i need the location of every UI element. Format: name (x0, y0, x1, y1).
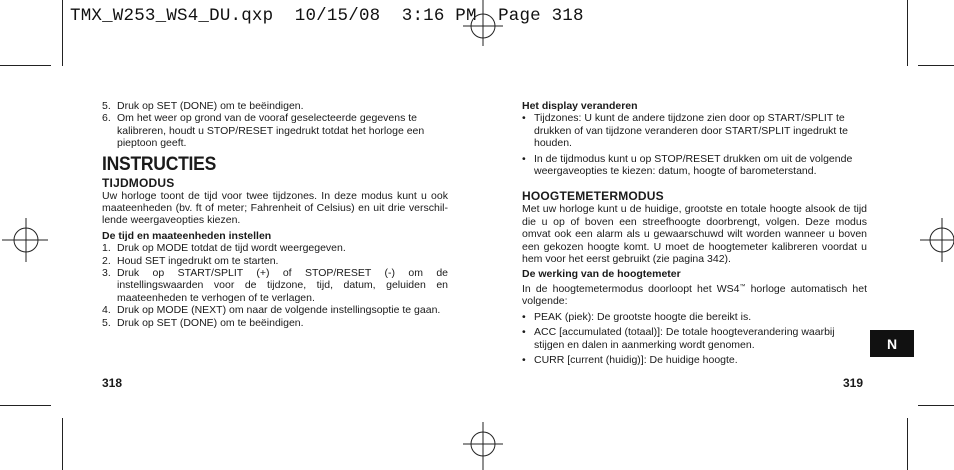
step-number: 6. (102, 112, 111, 125)
step-number: 2. (102, 254, 111, 267)
crop-mark-top-left-vertical (62, 0, 63, 66)
list-item (102, 317, 448, 329)
registration-mark-right-icon (916, 215, 954, 265)
intro-paragraph: Uw horloge toont de tijd voor twee tijdzones. In deze modus kunt u ook maateenheden (bv. ft of meter; Fahrenheit of Celsius) en uit drie verschil-lende weergaveopties kiezen. (102, 189, 448, 227)
step-text: Druk op START/SPLIT (+) of STOP/RESET (-) om de instellingswaarden voor de tijdzone, tijd, datum, geluiden en maateenheden te verhogen of te verlagen. (117, 267, 448, 304)
list-item (102, 112, 448, 149)
subheading-time-units: De tijd en maateenheden instellen (102, 229, 272, 242)
crop-mark-top-right-horizontal (918, 65, 954, 66)
list-item (522, 326, 867, 351)
step-text: Om het weer op grond van de vooraf geselecteerde gegevens te kalibreren, houdt u STOP/RESET ingedrukt totdat het horloge een pieptoon geeft. (117, 112, 425, 150)
crop-mark-top-right-vertical (907, 0, 908, 66)
language-tab: N (870, 330, 914, 357)
step-number: 4. (102, 304, 111, 317)
bullet-glyph: • (522, 326, 526, 339)
crop-mark-bottom-right-horizontal (918, 405, 954, 406)
list-item (522, 354, 867, 366)
list-item (522, 112, 867, 149)
registration-mark-top-icon (457, 0, 509, 52)
section-heading-hoogtemetermodus: HOOGTEMETERMODUS (522, 189, 664, 204)
step-text: Druk op SET (DONE) om te beëindigen. (117, 316, 304, 329)
left-page-column (102, 100, 448, 329)
para-text: horloge automatisch het volgende: (522, 282, 867, 308)
page-number-left: 318 (102, 376, 123, 390)
list-item (522, 153, 867, 178)
bullet-text: CURR [current (huidig)]: De huidige hoogte. (534, 353, 738, 366)
step-text: Druk op MODE (NEXT) om naar de volgende instellingsoptie te gaan. (117, 304, 441, 317)
registration-mark-left-icon (0, 215, 50, 265)
bullet-glyph: • (522, 152, 526, 165)
intro-paragraph: Met uw horloge kunt u de huidige, grootste en totale hoogte alsook de tijd die u op of boven een streefhoogte doorbrengt, volgen. Deze modus omvat ook een alarm als u gewaarschuwd wilt worden wanneer u boven een gekozen hoogte komt. U moet de hoogtemeter kalibreren voordat u hem voor het eerst gebruikt (zie pagina 342). (522, 203, 867, 266)
step-text: Houd SET ingedrukt om te starten. (117, 254, 279, 267)
step-number: 3. (102, 267, 111, 280)
section-heading-tijdmodus: TIJDMODUS (102, 175, 175, 190)
step-number: 1. (102, 242, 111, 255)
step-number: 5. (102, 100, 111, 112)
trademark-symbol: ™ (739, 283, 746, 290)
bullet-glyph: • (522, 112, 526, 125)
list-item (102, 304, 448, 316)
bullet-glyph: • (522, 353, 526, 366)
crop-mark-bottom-left-vertical (62, 418, 63, 470)
altimeter-paragraph (522, 281, 867, 308)
crop-mark-bottom-left-horizontal (0, 405, 51, 406)
subheading-display: Het display veranderen (522, 100, 638, 112)
step-text: Druk op SET (DONE) om te beëindigen. (117, 100, 304, 112)
file-slug: TMX_W253_WS4_DU.qxp 10/15/08 3:16 PM Page 318 (70, 6, 584, 26)
crop-mark-bottom-right-vertical (907, 418, 908, 470)
bullet-text: PEAK (piek): De grootste hoogte die bereikt is. (534, 310, 752, 323)
subheading-altimeter: De werking van de hoogtemeter (522, 268, 681, 281)
step-text: Druk op MODE totdat de tijd wordt weergegeven. (117, 242, 346, 255)
crop-mark-top-left-horizontal (0, 65, 51, 66)
bullet-text: Tijdzones: U kunt de andere tijdzone zien door op START/SPLIT te drukken of van tijdzone veranderen door START/SPLIT ingedrukt te houden. (534, 112, 849, 150)
list-item (102, 267, 448, 304)
bullet-text: In de tijdmodus kunt u op STOP/RESET drukken om uit de volgende weergaveopties te kiezen: datum, hoogte of barometerstand. (534, 152, 853, 178)
step-number: 5. (102, 316, 111, 329)
registration-mark-bottom-icon (457, 418, 509, 470)
para-text: In de hoogtemetermodus doorloopt het WS4 (522, 282, 740, 295)
list-item (522, 311, 867, 323)
page-number-right: 319 (843, 376, 864, 390)
bullet-text: ACC [accumulated (totaal)]: De totale hoogteverandering waarbij stijgen en dalen in aanmerking wordt genomen. (534, 326, 835, 351)
bullet-glyph: • (522, 310, 526, 323)
page-title: INSTRUCTIES (102, 152, 217, 175)
list-item (102, 255, 448, 267)
list-item (102, 100, 448, 112)
right-page-column (522, 100, 867, 369)
list-item (102, 242, 448, 254)
